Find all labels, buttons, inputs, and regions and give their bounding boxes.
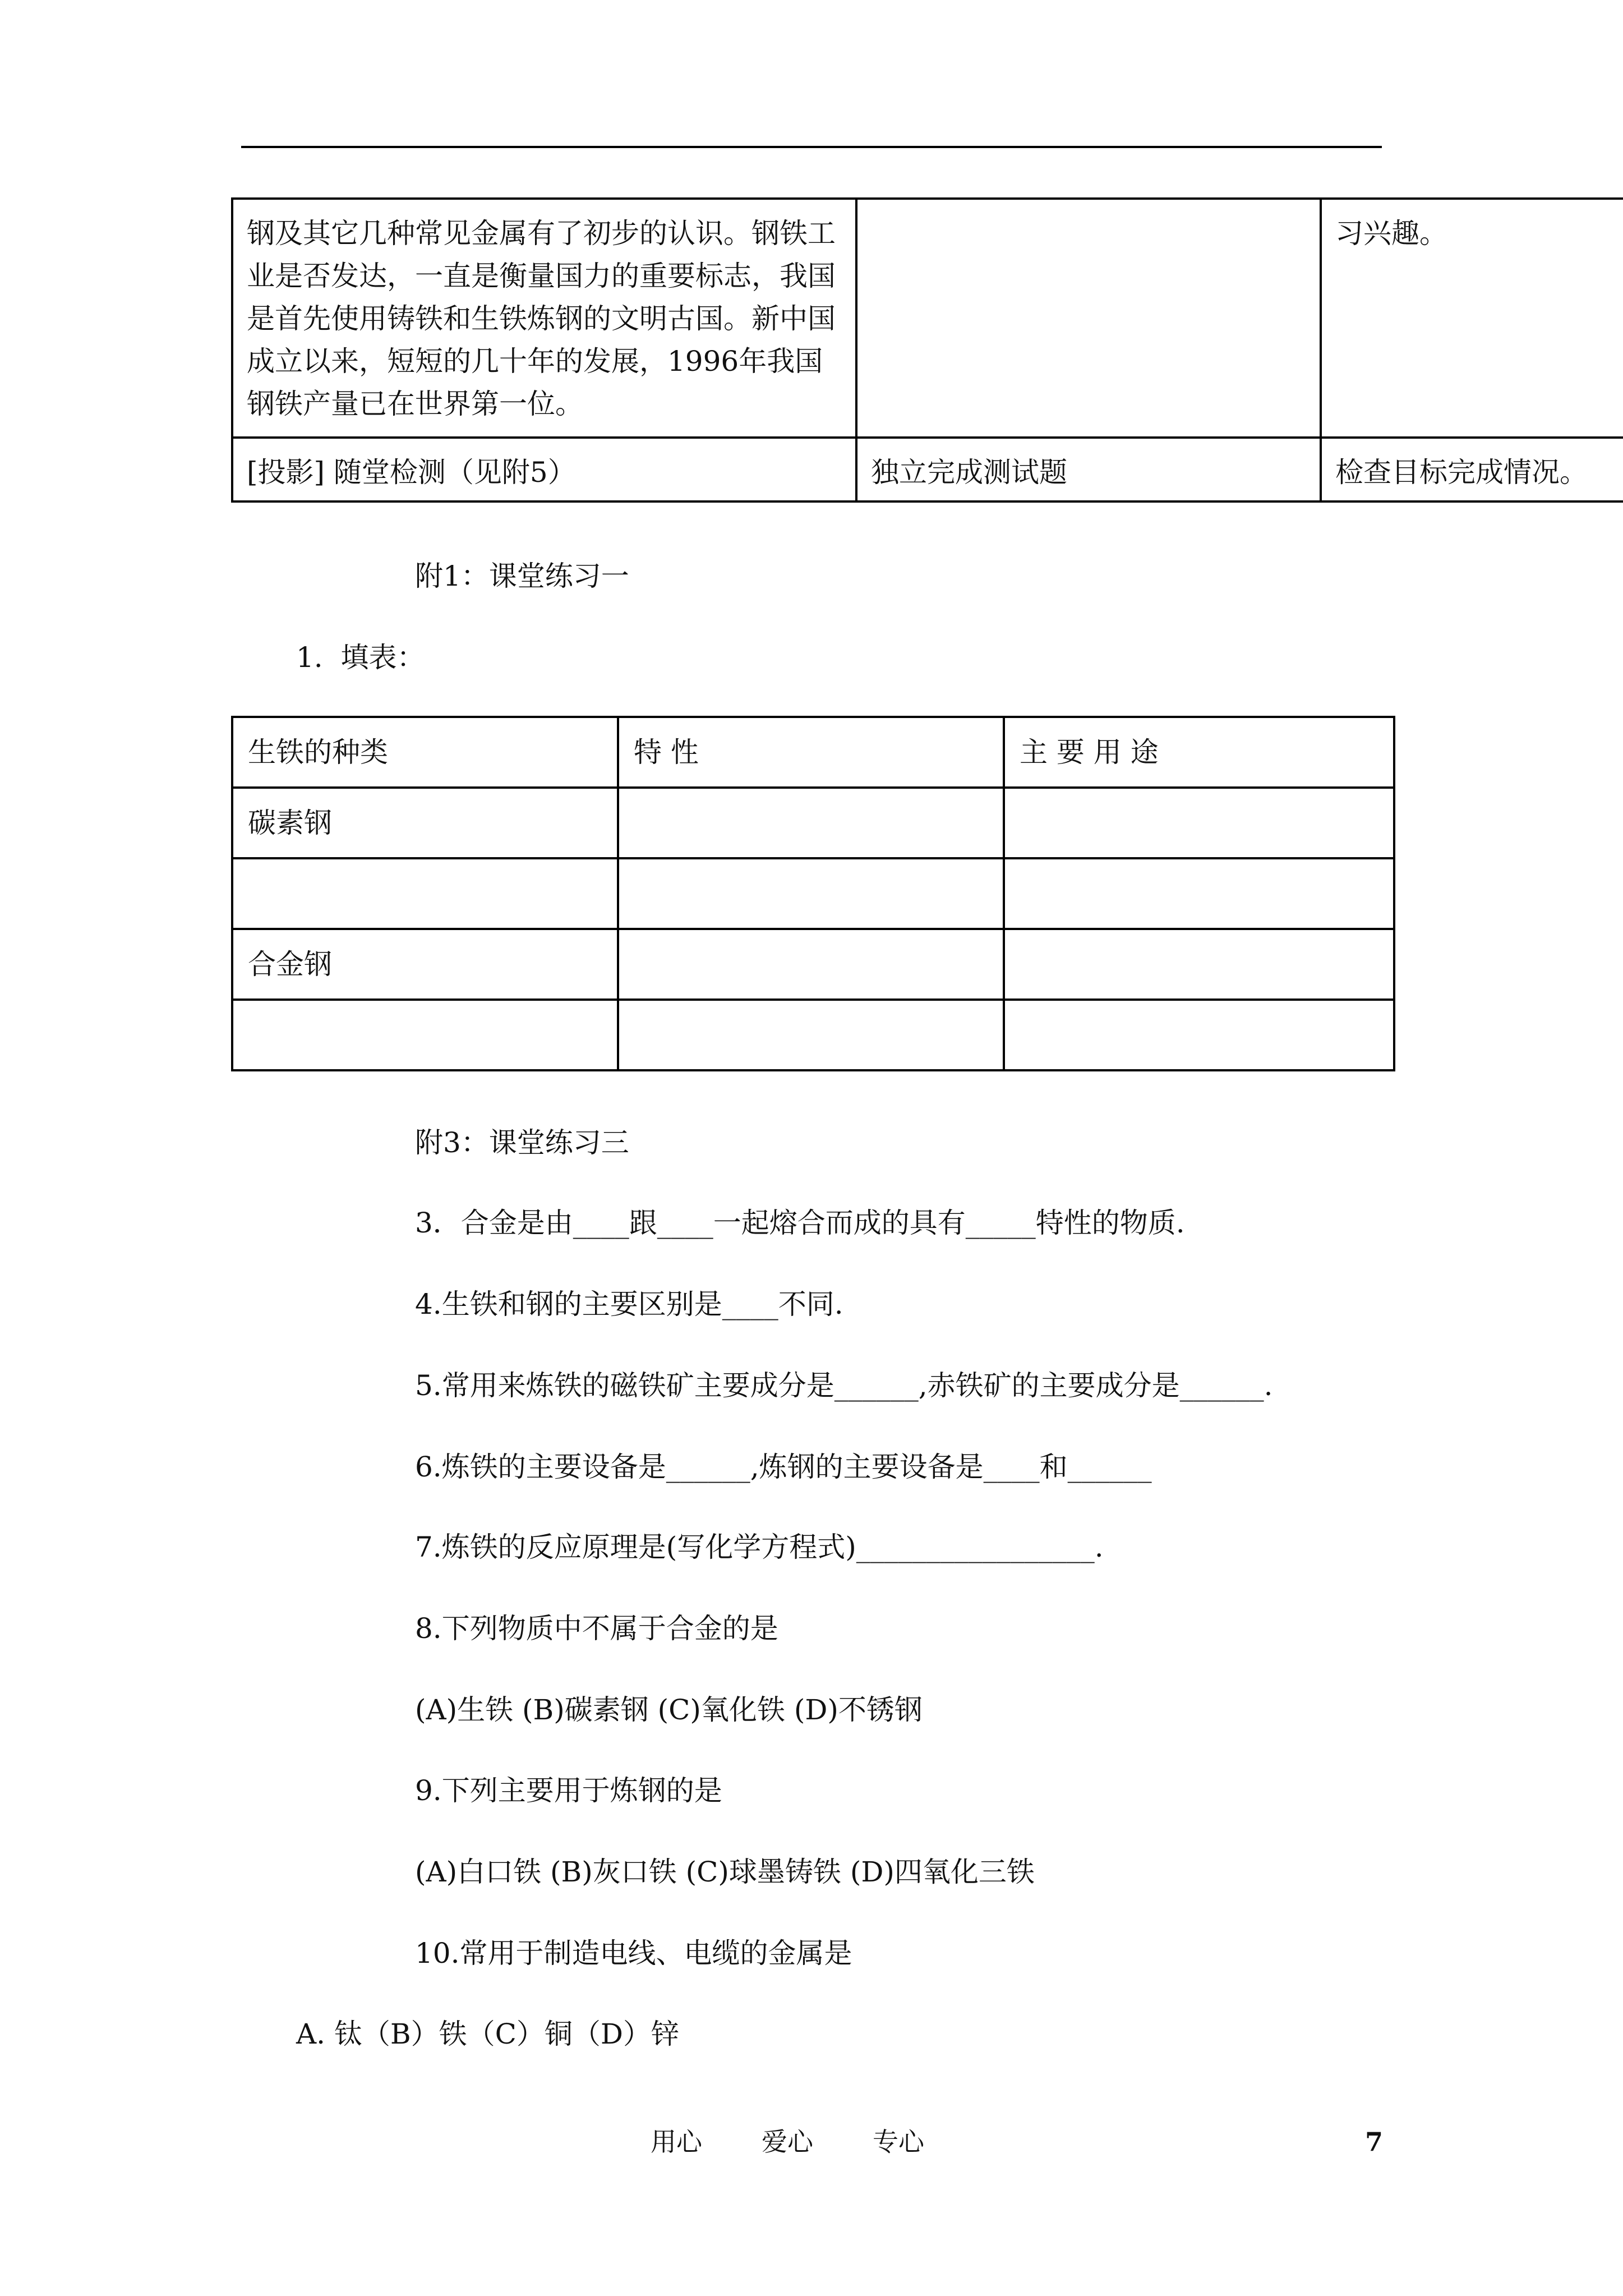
question-8: 8.下列物质中不属于合金的是 [415, 1612, 778, 1645]
fill-table-row [232, 788, 1394, 858]
fill-table-row [232, 929, 1394, 1000]
fill-table-header-row [232, 717, 1394, 788]
lesson-table-row [232, 438, 1623, 501]
question-5: 5.常用来炼铁的磁铁矿主要成分是______,赤铁矿的主要成分是______. [415, 1369, 1273, 1402]
question-10-options: A. 钛（B）铁（C）铜（D）锌 [296, 2018, 679, 2050]
fill-table-header-cell: 特 性 [618, 717, 1004, 788]
fill-table-row [232, 858, 1394, 929]
fill-table-cell [618, 858, 1004, 929]
fill-table-row [232, 1000, 1394, 1070]
fill-table-cell: 合金钢 [232, 929, 618, 1000]
fill-table-cell [1004, 788, 1394, 858]
question-7: 7.炼铁的反应原理是(写化学方程式)_________________. [415, 1531, 1104, 1563]
footer-motto-1: 用心 [651, 2127, 702, 2157]
page-number: 7 [1365, 2127, 1384, 2157]
question-9: 9.下列主要用于炼钢的是 [415, 1774, 722, 1807]
fill-table-cell [618, 788, 1004, 858]
lesson-cell-content: 钢及其它几种常见金属有了初步的认识。钢铁工业是否发达，一直是衡量国力的重要标志，我国是首先使用铸铁和生铁炼钢的文明古国。新中国成立以来，短短的几十年的发展，1996年我国钢铁产量已在世界第一位。 [232, 199, 856, 438]
question-4: 4.生铁和钢的主要区别是____不同. [415, 1288, 843, 1320]
question-9-options: (A)白口铁 (B)灰口铁 (C)球墨铸铁 (D)四氧化三铁 [415, 1856, 1035, 1888]
lesson-cell-activity [856, 199, 1321, 438]
lesson-table-row [232, 199, 1623, 438]
appendix3-title: 附3：课堂练习三 [415, 1126, 629, 1159]
question-1-label: 1. 填表： [296, 641, 425, 674]
fill-table-cell [1004, 929, 1394, 1000]
header-rule [241, 146, 1382, 148]
fill-table-header-cell: 主 要 用 途 [1004, 717, 1394, 788]
fill-table-cell [1004, 1000, 1394, 1070]
question-6: 6.炼铁的主要设备是______,炼钢的主要设备是____和______ [415, 1451, 1152, 1483]
question-10: 10.常用于制造电线、电缆的金属是 [415, 1937, 852, 1970]
fill-table-cell: 碳素钢 [232, 788, 618, 858]
fill-table-cell [1004, 858, 1394, 929]
fill-table-cell [618, 1000, 1004, 1070]
fill-table-cell [618, 929, 1004, 1000]
fill-table-cell [232, 858, 618, 929]
footer-motto-3: 专心 [873, 2127, 924, 2157]
lesson-cell-intent: 习兴趣。 [1321, 199, 1623, 438]
question-3: 3．合金是由____跟____一起熔合而成的具有_____特性的物质. [415, 1207, 1185, 1239]
fill-in-table [231, 716, 1395, 1071]
lesson-cell-content: [投影] 随堂检测（见附5） [232, 438, 856, 501]
fill-table-header-cell: 生铁的种类 [232, 717, 618, 788]
lesson-cell-activity: 独立完成测试题 [856, 438, 1321, 501]
lesson-table [231, 197, 1623, 503]
fill-table-cell [232, 1000, 618, 1070]
question-8-options: (A)生铁 (B)碳素钢 (C)氧化铁 (D)不锈钢 [415, 1694, 923, 1726]
lesson-cell-intent: 检查目标完成情况。 [1321, 438, 1623, 501]
appendix1-title: 附1：课堂练习一 [415, 560, 629, 592]
footer-motto-2: 爱心 [762, 2127, 813, 2157]
